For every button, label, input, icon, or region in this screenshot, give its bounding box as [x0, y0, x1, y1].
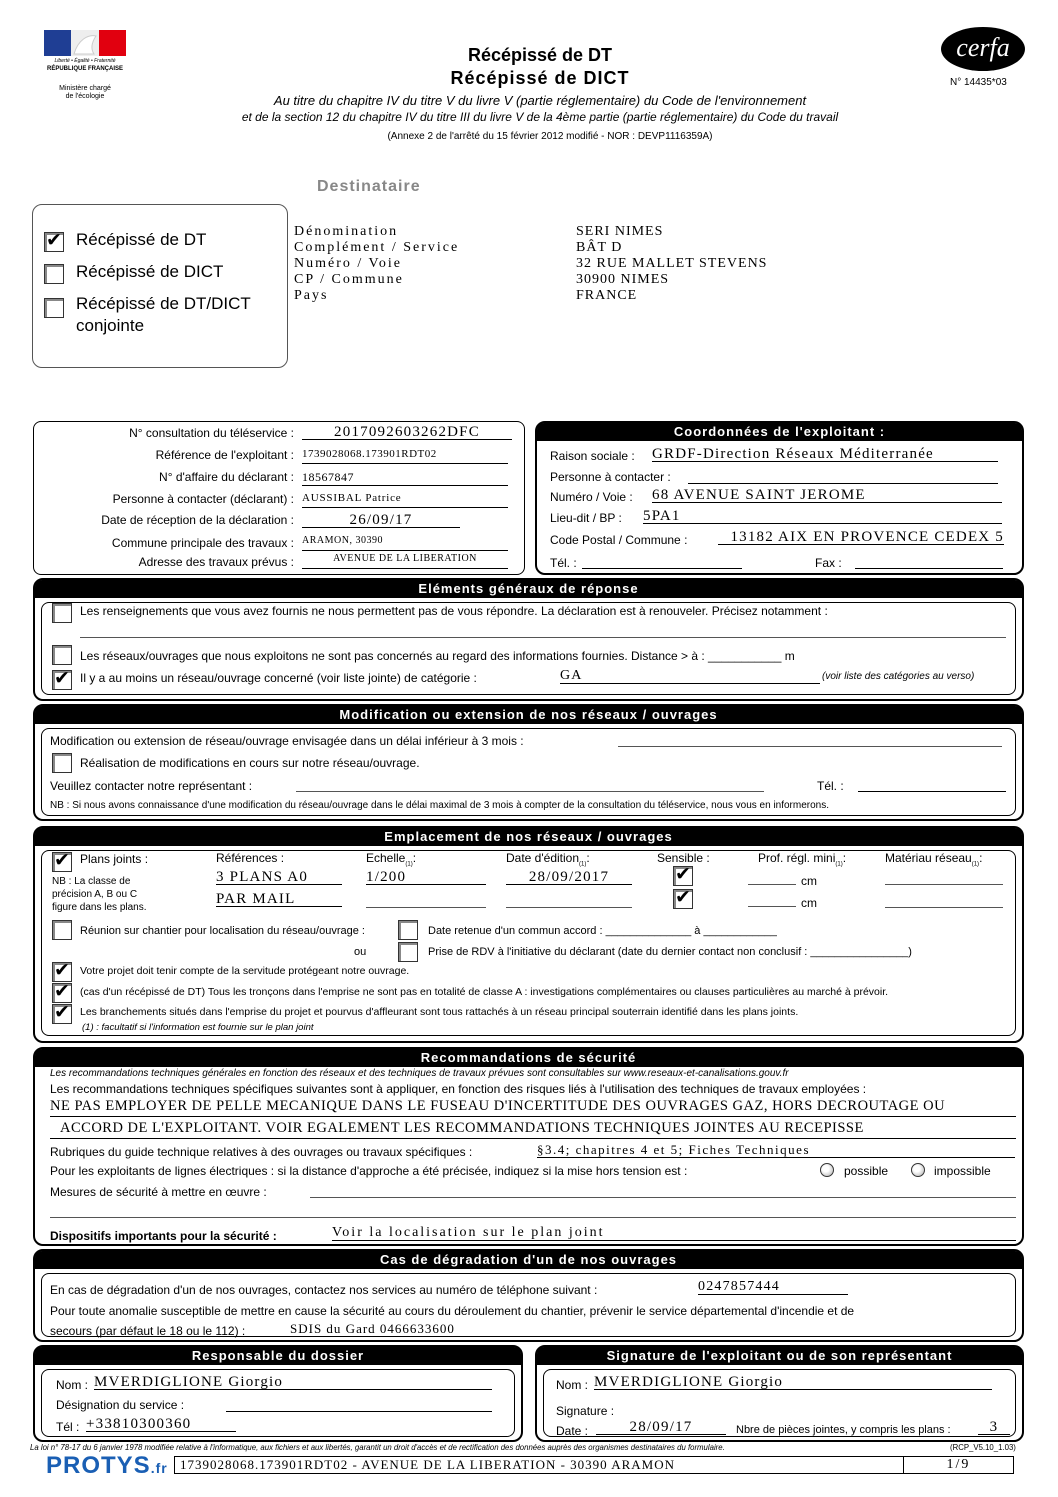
field-affaire[interactable]: 18567847 — [302, 470, 508, 486]
field-date-reception[interactable]: 26/09/17 — [302, 512, 460, 528]
label-ref-exploitant: Référence de l'exploitant : — [155, 448, 294, 462]
line-renseignements — [80, 637, 1006, 638]
field-personne-exploitant[interactable] — [688, 468, 998, 484]
label-raison-sociale: Raison sociale : — [550, 449, 635, 463]
destinataire-heading: Destinataire — [317, 178, 421, 195]
field-ref-1[interactable]: 3 PLANS A0 — [216, 869, 342, 885]
checkbox-rdv[interactable] — [398, 942, 418, 962]
checkbox-reunion[interactable] — [52, 920, 72, 940]
field-consultation[interactable]: 2017092603262DFC — [302, 424, 512, 440]
label-tel-exploitant: Tél. : — [550, 556, 577, 570]
text-anomalie-2: secours (par défaut le 18 ou le 112) : — [50, 1324, 246, 1338]
field-nom-signataire[interactable]: MVERDIGLIONE Giorgio — [594, 1374, 992, 1390]
line-date-2 — [506, 907, 632, 908]
text-ou: ou — [354, 946, 367, 958]
field-commune[interactable]: ARAMON, 30390 — [302, 535, 508, 551]
label-consultation: N° consultation du téléservice : — [129, 426, 294, 440]
text-concerne: Il y a au moins un réseau/ouvrage concerné (voir liste jointe) de catégorie : — [80, 671, 477, 685]
checkbox-recepisse-conjointe[interactable] — [44, 298, 64, 318]
line-materiau-2 — [885, 907, 1003, 908]
checkbox-servitude[interactable] — [52, 962, 72, 982]
field-date-1[interactable]: 28/09/2017 — [506, 869, 632, 885]
label-tel-representant: Tél. : — [817, 779, 844, 793]
label-personne-declarant: Personne à contacter (déclarant) : — [112, 492, 294, 506]
col-echelle: Echelle$_{(1)}$: — [366, 851, 417, 868]
field-rubriques[interactable]: §3.4; chapitres 4 et 5; Fiches Techniques — [537, 1142, 1015, 1158]
text-branchements: Les branchements situés dans l'emprise du projet et pourvus d'affleurant sont tous rattachés à un réseau principal souterrain identifié dans les plans joints. — [80, 1006, 799, 1018]
col-sensible: Sensible : — [657, 851, 710, 865]
securite-header: Recommandations de sécurité — [35, 1049, 1022, 1067]
text-modification-envisagee: Modification ou extension de réseau/ouvrage envisagée dans un délai inférieur à 3 mois : — [50, 734, 524, 748]
republic-motto: Liberté • Égalité • Fraternité — [54, 58, 116, 64]
field-reco-2[interactable]: ACCORD DE L'EXPLOITANT. VOIR EGALEMENT LES RECOMMANDATIONS TECHNIQUES JOINTES AU RECEPISSE — [50, 1120, 1016, 1139]
nb-classe-2: précision A, B ou C — [52, 889, 138, 900]
field-designation[interactable] — [226, 1396, 492, 1412]
field-numero-voie[interactable]: 68 AVENUE SAINT JEROME — [652, 487, 1002, 503]
cerfa-logo: cerfa — [941, 27, 1025, 71]
label-impossible: impossible — [934, 1164, 991, 1178]
checkbox-sensible-2[interactable] — [673, 889, 693, 909]
version-code: (RCP_V5.10_1.03) — [950, 1443, 1016, 1452]
responsable-header: Responsable du dossier — [35, 1347, 521, 1365]
dest-value-pays: FRANCE — [576, 288, 638, 303]
text-non-concernes: Les réseaux/ouvrages que nous exploitons ne sont pas concernés au regard des informations fournies. Distance > à : ___________ m — [80, 649, 795, 663]
checkbox-concerne[interactable] — [52, 670, 72, 690]
text-realisation: Réalisation de modifications en cours sur notre réseau/ouvrage. — [80, 756, 420, 770]
label-date-signature: Date : — [556, 1424, 589, 1438]
field-dispositifs[interactable]: Voir la localisation sur le plan joint — [332, 1225, 1016, 1241]
checkbox-recepisse-dt[interactable] — [44, 232, 64, 252]
line-mesures-1 — [310, 1197, 1016, 1198]
exploitant-header: Coordonnées de l'exploitant : — [537, 423, 1022, 441]
col-materiau: Matériau réseau$_{(1)}$: — [885, 851, 983, 868]
signature-header: Signature de l'exploitant ou de son représentant — [537, 1347, 1022, 1365]
ministry-line2: de l'écologie — [65, 93, 105, 100]
field-reco-1[interactable]: NE PAS EMPLOYER DE PELLE MECANIQUE DANS LE FUSEAU D'INCERTITUDE DES OUVRAGES GAZ, HORS DECROUTAGE OU — [50, 1098, 1016, 1117]
field-categorie[interactable]: GA — [560, 668, 820, 684]
annex-reference: (Annexe 2 de l'arrêté du 15 février 2012 modifié - NOR : DEVP1116359A) — [387, 131, 713, 142]
label-signature: Signature : — [556, 1404, 615, 1418]
emplacement-header: Emplacement de nos réseaux / ouvrages — [35, 828, 1022, 846]
checkbox-branchements[interactable] — [52, 1004, 72, 1024]
label-personne-exploitant: Personne à contacter : — [550, 470, 671, 484]
subtitle-1: Au titre du chapitre IV du titre V du livre V (partie réglementaire) du Code de l'environnement — [273, 93, 807, 108]
degradation-header: Cas de dégradation d'un de nos ouvrages — [35, 1251, 1022, 1269]
text-anomalie-1: Pour toute anomalie susceptible de mettre en cause la sécurité au cours du déroulement du chantier, prévenir le service départemental d'incendie et de — [50, 1304, 855, 1318]
label-commune: Commune principale des travaux : — [111, 536, 294, 550]
footnote-facultatif: (1) : facultatif si l'information est fournie sur le plan joint — [82, 1022, 314, 1033]
field-lieu-dit[interactable]: 5PA1 — [643, 508, 1002, 524]
legal-notice: La loi n° 78-17 du 6 janvier 1978 modifiée relative à l'informatique, aux fichiers et aux libertés, garantit un droit d'accès et de rectification des données auprès des organismes destinataires du formulaire. — [30, 1443, 725, 1452]
text-rubriques: Rubriques du guide technique relatives à des ouvrages ou travaux spécifiques : — [50, 1145, 473, 1159]
page-number: 1/9 — [946, 1457, 971, 1472]
type-box — [32, 204, 288, 368]
label-pieces-jointes: Nbre de pièces jointes, y compris les plans : — [736, 1424, 951, 1436]
label-lieu-dit: Lieu-dit / BP : — [550, 511, 622, 525]
note-categories: (voir liste des catégories au verso) — [822, 671, 975, 682]
dest-label-pays: Pays — [294, 288, 329, 303]
checkbox-recepisse-dict[interactable] — [44, 264, 64, 284]
destinataire-labels — [294, 224, 459, 304]
general-header: Eléments généraux de réponse — [35, 580, 1022, 598]
nb-classe-1: NB : La classe de — [52, 876, 131, 887]
col-references: Références : — [216, 851, 285, 865]
checkbox-realisation[interactable] — [52, 753, 72, 773]
field-echelle-1[interactable]: 1/200 — [366, 869, 486, 885]
label-fax-exploitant: Fax : — [815, 556, 842, 570]
label-numero-voie: Numéro / Voie : — [550, 490, 633, 504]
dest-value-voie: 32 RUE MALLET STEVENS — [576, 256, 768, 271]
label-date-reception: Date de réception de la déclaration : — [101, 513, 294, 527]
label-designation: Désignation du service : — [56, 1398, 185, 1412]
text-servitude: Votre projet doit tenir compte de la servitude protégeant notre ouvrage. — [80, 965, 410, 977]
text-reco-generales: Les recommandations techniques générales en fonction des réseaux et des techniques de travaux prévues sont consultables sur www.reseaux-et-canalisations.gouv.fr — [50, 1068, 789, 1079]
field-personne-declarant[interactable]: AUSSIBAL Patrice — [302, 492, 508, 508]
text-reco-specifiques: Les recommandations techniques spécifiques suivantes sont à appliquer, en fonction des risques liés à l'utilisation des techniques de travaux employées : — [50, 1082, 867, 1096]
label-tel-responsable: Tél : — [56, 1420, 80, 1434]
label-recepisse-conjointe-1: Récépissé de DT/DICT — [76, 294, 251, 313]
label-recepisse-conjointe-2: conjointe — [76, 316, 145, 335]
field-raison-sociale[interactable]: GRDF-Direction Réseaux Méditerranée — [652, 446, 998, 462]
title-dt: Récépissé de DT — [467, 45, 613, 65]
col-prof-mini: Prof. régl. mini$_{(1)}$: — [758, 851, 847, 868]
text-degradation: En cas de dégradation d'un de nos ouvrages, contactez nos services au numéro de téléphone suivant : — [50, 1283, 598, 1297]
checkbox-classe-a[interactable] — [52, 983, 72, 1003]
line-prof-2 — [748, 906, 796, 907]
destinataire-values — [576, 224, 767, 304]
label-affaire: N° d'affaire du déclarant : — [159, 470, 294, 484]
text-classe-a: (cas d'un récépissé de DT) Tous les tronçons dans l'emprise ne sont pas en totalité de classe A : investigations complémentaires ou clauses particulières au marché à prévoir. — [80, 986, 889, 998]
radio-impossible[interactable] — [911, 1163, 925, 1177]
checkbox-plans-joints[interactable] — [52, 852, 72, 872]
field-adresse[interactable]: AVENUE DE LA LIBERATION — [302, 553, 508, 569]
checkbox-sensible-1[interactable] — [673, 866, 693, 886]
text-renseignements: Les renseignements que vous avez fournis ne nous permettent pas de vous répondre. La déclaration est à renouveler. Précisez notamment : — [80, 604, 828, 618]
label-dispositifs: Dispositifs importants pour la sécurité : — [50, 1229, 277, 1243]
label-plans-joints: Plans joints : — [80, 852, 149, 866]
checkbox-renseignements[interactable] — [52, 603, 72, 623]
label-recepisse-dt: Récépissé de DT — [76, 230, 207, 249]
text-contacter-representant: Veuillez contacter notre représentant : — [50, 779, 253, 793]
field-ref-exploitant[interactable]: 1739028068.173901RDT02 — [302, 448, 508, 464]
marianne-logo — [44, 30, 126, 56]
title-dict: Récépissé de DICT — [450, 68, 630, 88]
modification-header: Modification ou extension de nos réseaux / ouvrages — [35, 706, 1022, 724]
label-adresse: Adresse des travaux prévus : — [138, 555, 294, 569]
field-fax-exploitant[interactable] — [855, 553, 1003, 569]
text-date-retenue: Date retenue d'un commun accord : ______________ à ____________ — [428, 925, 777, 937]
marianne-flag-icon — [44, 30, 126, 56]
line-modification-envisagee — [618, 746, 1002, 747]
label-nom-responsable: Nom : — [56, 1378, 89, 1392]
text-lignes-electriques: Pour les exploitants de lignes électriques : si la distance d'approche a été précisée, indiquez si la mise hors tension est : — [50, 1164, 688, 1178]
nb-classe-3: figure dans les plans. — [52, 902, 147, 913]
dest-value-denomination: SERI NIMES — [576, 224, 664, 239]
republic-name: RÉPUBLIQUE FRANÇAISE — [46, 66, 123, 72]
field-pieces-jointes[interactable]: 3 — [978, 1419, 1010, 1435]
field-ref-2[interactable]: PAR MAIL — [216, 891, 342, 907]
line-mesures-2 — [50, 1217, 1016, 1218]
line-prof-1 — [748, 884, 796, 885]
line-materiau-1 — [885, 884, 1003, 885]
text-mesures: Mesures de sécurité à mettre en œuvre : — [50, 1185, 267, 1199]
text-reunion: Réunion sur chantier pour localisation du réseau/ouvrage : — [80, 925, 365, 937]
dest-label-cp: CP / Commune — [294, 272, 404, 287]
ministry-line1: Ministère chargé — [59, 85, 111, 92]
checkbox-date-retenue[interactable] — [398, 920, 418, 940]
radio-possible[interactable] — [820, 1163, 834, 1177]
label-nom-signataire: Nom : — [556, 1378, 589, 1392]
line-representant — [296, 791, 764, 792]
field-sdis[interactable]: SDIS du Gard 0466633600 — [290, 1321, 1002, 1337]
col-date-edition: Date d'édition$_{(1)}$: — [506, 851, 590, 868]
nb-modification: NB : Si nous avons connaissance d'une modification du réseau/ouvrage dans le délai maximal de 3 mois à compter de la consultation du téléservice, nous vous en informerons. — [50, 800, 830, 811]
cerfa-number: N° 14435*03 — [950, 77, 1007, 88]
checkbox-non-concernes[interactable] — [52, 645, 72, 665]
label-recepisse-dict: Récépissé de DICT — [76, 262, 224, 281]
footer-ref: 1739028068.173901RDT02 - AVENUE DE LA LIBERATION - 30390 ARAMON — [180, 1457, 676, 1472]
field-nom-responsable[interactable]: MVERDIGLIONE Giorgio — [94, 1374, 492, 1390]
unit-cm-2: cm — [801, 896, 817, 910]
protys-logo: PROTYS.fr — [46, 1452, 168, 1479]
dest-label-denomination: Dénomination — [294, 224, 399, 239]
dest-label-voie: Numéro / Voie — [294, 256, 402, 271]
label-possible: possible — [844, 1164, 889, 1178]
field-date-signature[interactable]: 28/09/17 — [596, 1419, 726, 1435]
field-code-postal[interactable]: 13182 AIX EN PROVENCE CEDEX 5 — [718, 529, 1004, 545]
unit-cm-1: cm — [801, 874, 817, 888]
subtitle-2: et de la section 12 du chapitre IV du titre III du livre V de la 4ème partie (partie réglementaire) du Code du travail — [241, 110, 839, 124]
text-rdv: Prise de RDV à l'initiative du déclarant (date du dernier contact non conclusif : ________________) — [428, 946, 912, 958]
field-tel-representant[interactable] — [858, 776, 1006, 792]
label-code-postal: Code Postal / Commune : — [550, 533, 688, 547]
field-phone-degradation[interactable]: 0247857444 — [698, 1279, 848, 1295]
field-tel-responsable[interactable]: +33810300360 — [86, 1416, 236, 1432]
field-tel-exploitant[interactable] — [582, 553, 742, 569]
dest-value-complement: BÂT D — [576, 240, 623, 255]
dest-label-complement: Complément / Service — [294, 240, 460, 255]
line-echelle-2 — [366, 907, 486, 908]
dest-value-cp: 30900 NIMES — [576, 272, 670, 287]
